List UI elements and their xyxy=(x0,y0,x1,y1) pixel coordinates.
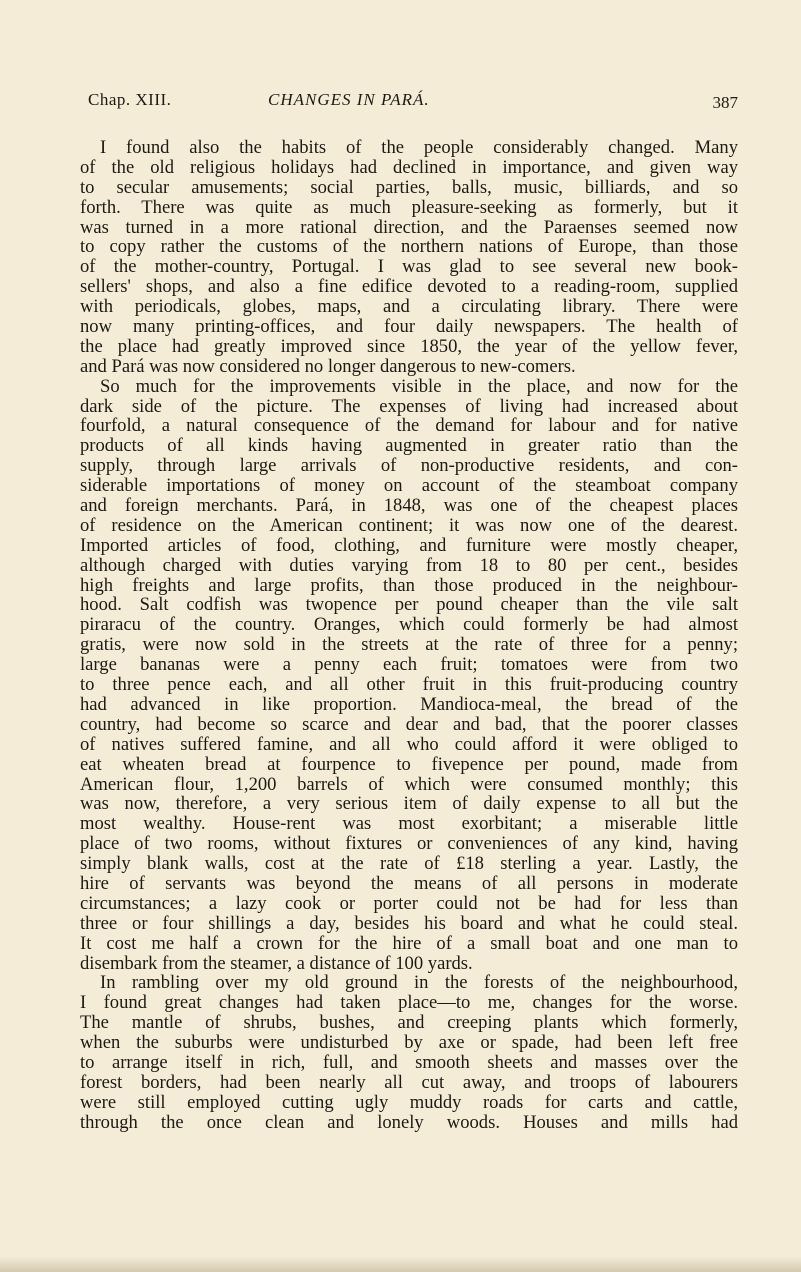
chapter-label: Chap. XIII. xyxy=(88,90,172,109)
text-line: of the mother-country, Portugal. I was glad to see several new book- xyxy=(80,257,738,278)
page-edge-shadow xyxy=(0,1256,801,1272)
text-line: of residence on the American continent; it was now one of the dearest. xyxy=(80,515,738,536)
text-line: So much for the improvements visible in the place, and now for the xyxy=(100,376,738,397)
text-line: now many printing-offices, and four daily newspapers. The health of xyxy=(80,317,738,337)
text-line: had advanced in like proportion. Mandioca-meal, the bread of the xyxy=(80,694,738,715)
running-header xyxy=(88,90,738,118)
text-line: although charged with duties varying from 18 to 80 per cent., besides xyxy=(80,555,738,576)
page-number: 387 xyxy=(712,93,738,112)
text-line: and foreign merchants. Pará, in 1848, was one of the cheapest places xyxy=(80,496,738,516)
text-line: siderable importations of money on account of the steamboat company xyxy=(80,476,738,497)
text-line: to arrange itself in rich, full, and smooth sheets and masses over the xyxy=(80,1052,738,1073)
text-line: the place had greatly improved since 1850, the year of the yellow fever, xyxy=(80,336,738,357)
text-line: sellers' shops, and also a fine edifice devoted to a reading-room, supplied xyxy=(80,277,738,298)
text-line: of the old religious holidays had declined in importance, and given way xyxy=(80,157,738,178)
text-line: Imported articles of food, clothing, and furniture were mostly cheaper, xyxy=(80,535,738,556)
text-line: products of all kinds having augmented in greater ratio than the xyxy=(80,436,738,457)
text-line: place of two rooms, without fixtures or conveniences of any kind, having xyxy=(80,834,738,855)
body-text xyxy=(80,138,738,1133)
text-line: circumstances; a lazy cook or porter could not be had for less than xyxy=(80,893,738,914)
text-line: fourfold, a natural consequence of the demand for labour and for native xyxy=(80,416,738,437)
text-line: of natives suffered famine, and all who could afford it were obliged to xyxy=(80,734,738,755)
text-line: and Pará was now considered no longer dangerous to new-comers. xyxy=(80,356,576,377)
text-line: through the once clean and lonely woods. Houses and mills had xyxy=(80,1112,738,1133)
text-line: to secular amusements; social parties, balls, music, billiards, and so xyxy=(80,177,738,198)
text-line: hood. Salt codfish was twopence per pound cheaper than the vile salt xyxy=(80,595,738,616)
text-line: with periodicals, globes, maps, and a circulating library. There were xyxy=(80,297,738,318)
text-line: was turned in a more rational direction, and the Paraenses seemed now xyxy=(80,217,738,238)
text-line: piraracu of the country. Oranges, which could formerly be had almost xyxy=(80,615,738,636)
text-line: forth. There was quite as much pleasure-seeking as formerly, but it xyxy=(80,197,738,218)
text-line: I found also the habits of the people considerably changed. Many xyxy=(100,138,738,158)
text-line: simply blank walls, cost at the rate of £18 sterling a year. Lastly, the xyxy=(80,854,738,874)
text-line: hire of servants was beyond the means of all persons in moderate xyxy=(80,873,738,894)
text-line: was now, therefore, a very serious item of daily expense to all but the xyxy=(80,794,738,815)
text-line: gratis, were now sold in the streets at the rate of three for a penny; xyxy=(80,635,738,656)
text-line: to copy rather the customs of the northern nations of Europe, than those xyxy=(80,237,738,258)
text-line: The mantle of shrubs, bushes, and creeping plants which formerly, xyxy=(80,1013,738,1034)
text-line: In rambling over my old ground in the forests of the neighbourhood, xyxy=(100,973,738,994)
text-line: forest borders, had been nearly all cut away, and troops of labourers xyxy=(80,1072,738,1093)
text-line: most wealthy. House-rent was most exorbitant; a miserable little xyxy=(80,814,738,835)
text-line: It cost me half a crown for the hire of a small boat and one man to xyxy=(80,933,738,954)
running-title: CHANGES IN PARÁ. xyxy=(268,90,430,109)
text-line: I found great changes had taken place—to me, changes for the worse. xyxy=(80,993,738,1014)
text-line: large bananas were a penny each fruit; tomatoes were from two xyxy=(80,655,738,676)
text-line: American flour, 1,200 barrels of which were consumed monthly; this xyxy=(80,774,738,795)
text-line: country, had become so scarce and dear and bad, that the poorer classes xyxy=(80,714,738,735)
text-line: were still employed cutting ugly muddy roads for carts and cattle, xyxy=(80,1092,738,1113)
text-line: high freights and large profits, than those produced in the neighbour- xyxy=(80,575,738,596)
text-line: eat wheaten bread at fourpence to fivepence per pound, made from xyxy=(80,754,738,775)
text-line: supply, through large arrivals of non-productive residents, and con- xyxy=(80,456,738,477)
text-line: to three pence each, and all other fruit in this fruit-producing country xyxy=(80,675,738,695)
text-line: disembark from the steamer, a distance of 100 yards. xyxy=(80,953,473,974)
text-line: dark side of the picture. The expenses of living had increased about xyxy=(80,396,738,417)
text-line: three or four shillings a day, besides his board and what he could steal. xyxy=(80,913,738,934)
text-line: when the suburbs were undisturbed by axe or spade, had been left free xyxy=(80,1033,738,1053)
